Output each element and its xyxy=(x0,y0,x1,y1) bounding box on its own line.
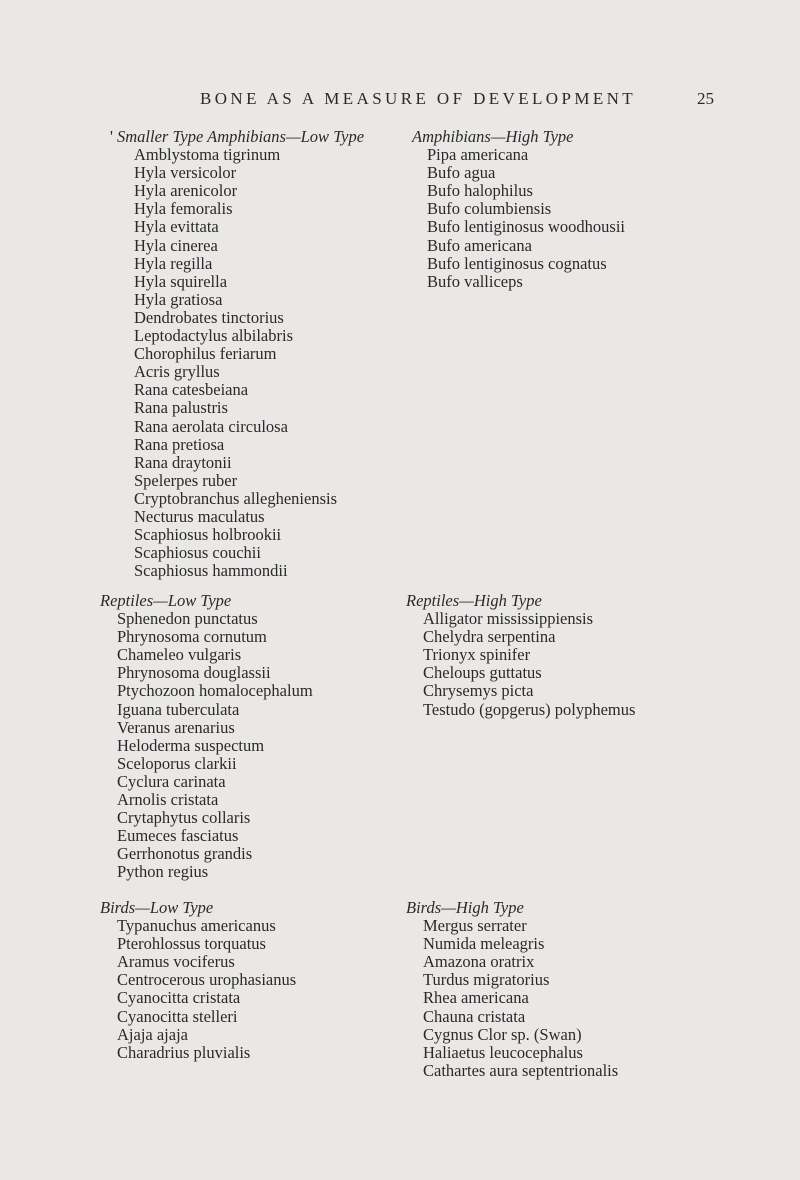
species-item: Cygnus Clor sp. (Swan) xyxy=(423,1024,582,1044)
species-item: Hyla femoralis xyxy=(134,199,233,219)
species-item: Phrynosoma cornutum xyxy=(117,627,267,647)
reptiles-low-section xyxy=(100,592,313,882)
section-heading: Reptiles—High Type xyxy=(406,591,542,610)
species-item: Hyla squirella xyxy=(134,271,228,291)
species-item: Rana catesbeiana xyxy=(134,380,249,400)
birds-high-section xyxy=(406,899,618,1080)
species-list xyxy=(117,146,364,580)
amphibians-low-section xyxy=(110,127,365,581)
species-item: Necturus maculatus xyxy=(134,506,265,526)
species-item: Typanuchus americanus xyxy=(117,916,276,936)
species-item: Rana aerolata circulosa xyxy=(134,416,288,436)
species-item: Rhea americana xyxy=(423,988,529,1008)
species-item: Amblystoma tigrinum xyxy=(134,145,281,165)
species-list xyxy=(412,146,625,291)
species-item: Bufo americana xyxy=(427,235,532,255)
species-item: Bufo lentiginosus woodhousii xyxy=(427,217,626,237)
species-item: Crytaphytus collaris xyxy=(117,808,251,828)
species-list xyxy=(100,917,296,1062)
running-title: BONE AS A MEASURE OF DEVELOPMENT xyxy=(200,89,637,108)
margin-tick-mark: ' xyxy=(110,127,113,146)
species-item: Aramus vociferus xyxy=(117,952,235,972)
species-item: Iguana tuberculata xyxy=(117,699,240,719)
species-item: Bufo valliceps xyxy=(427,271,523,291)
species-item: Numida meleagris xyxy=(423,934,545,954)
birds-low-section xyxy=(100,899,296,1062)
species-item: Cheloups guttatus xyxy=(423,663,542,683)
species-item: Pipa americana xyxy=(427,145,529,165)
species-item: Amazona oratrix xyxy=(423,952,535,972)
species-item: Bufo halophilus xyxy=(427,181,533,201)
species-list xyxy=(406,917,618,1080)
species-item: Rana pretiosa xyxy=(134,434,225,454)
species-item: Acris gryllus xyxy=(134,362,220,382)
species-item: Heloderma suspectum xyxy=(117,735,265,755)
species-item: Chauna cristata xyxy=(423,1006,526,1026)
species-item: Cyanocitta stelleri xyxy=(117,1006,238,1026)
species-item: Testudo (gopgerus) polyphemus xyxy=(423,699,636,719)
species-item: Chameleo vulgaris xyxy=(117,645,242,665)
species-item: Leptodactylus albilabris xyxy=(134,326,293,346)
species-item: Hyla cinerea xyxy=(134,235,218,255)
species-item: Spelerpes ruber xyxy=(134,470,238,490)
species-item: Python regius xyxy=(117,862,209,882)
species-item: Charadrius pluvialis xyxy=(117,1042,251,1062)
section-heading: Reptiles—Low Type xyxy=(100,591,232,610)
species-item: Scaphiosus holbrookii xyxy=(134,525,282,545)
species-item: Ptychozoon homalocephalum xyxy=(117,681,313,701)
species-item: Arnolis cristata xyxy=(117,790,219,810)
species-item: Alligator mississippiensis xyxy=(423,609,594,629)
species-item: Dendrobates tinctorius xyxy=(134,307,284,327)
section-heading: Birds—Low Type xyxy=(100,898,214,917)
species-list xyxy=(406,610,635,719)
species-item: Eumeces fasciatus xyxy=(117,826,239,846)
species-item: Hyla evittata xyxy=(134,217,219,237)
species-item: Chorophilus feriarum xyxy=(134,344,277,364)
section-heading: Amphibians—High Type xyxy=(412,127,574,146)
species-item: Cryptobranchus allegheniensis xyxy=(134,488,337,508)
species-item: Cyanocitta cristata xyxy=(117,988,241,1008)
page-number: 25 xyxy=(697,89,714,108)
species-item: Rana draytonii xyxy=(134,452,232,472)
species-item: Rana palustris xyxy=(134,398,228,418)
species-item: Chelydra serpentina xyxy=(423,627,556,647)
species-item: Pterohlossus torquatus xyxy=(117,934,266,954)
species-item: Trionyx spinifer xyxy=(423,645,531,665)
species-item: Hyla gratiosa xyxy=(134,289,223,309)
species-item: Bufo agua xyxy=(427,163,496,183)
species-item: Bufo columbiensis xyxy=(427,199,552,219)
species-item: Cathartes aura septentrionalis xyxy=(423,1060,619,1080)
species-item: Sphenedon punctatus xyxy=(117,609,258,629)
section-heading: Smaller Type Amphibians—Low Type xyxy=(117,127,365,146)
species-item: Centrocerous urophasianus xyxy=(117,970,297,990)
species-list xyxy=(100,610,313,881)
species-item: Scaphiosus hammondii xyxy=(134,561,288,581)
species-item: Cyclura carinata xyxy=(117,771,226,791)
species-item: Ajaja ajaja xyxy=(117,1024,188,1044)
species-item: Hyla versicolor xyxy=(134,163,237,183)
species-item: Mergus serrater xyxy=(423,916,527,936)
species-item: Phrynosoma douglassii xyxy=(117,663,271,683)
reptiles-high-section xyxy=(406,592,635,719)
species-item: Gerrhonotus grandis xyxy=(117,844,253,864)
amphibians-high-section xyxy=(412,128,625,291)
section-heading: Birds—High Type xyxy=(406,898,524,917)
species-item: Bufo lentiginosus cognatus xyxy=(427,253,607,273)
species-item: Veranus arenarius xyxy=(117,717,235,737)
species-item: Haliaetus leucocephalus xyxy=(423,1042,583,1062)
species-item: Hyla regilla xyxy=(134,253,213,273)
species-item: Scaphiosus couchii xyxy=(134,543,261,563)
species-item: Turdus migratorius xyxy=(423,970,550,990)
species-item: Sceloporus clarkii xyxy=(117,753,237,773)
species-item: Chrysemys picta xyxy=(423,681,534,701)
species-item: Hyla arenicolor xyxy=(134,181,238,201)
